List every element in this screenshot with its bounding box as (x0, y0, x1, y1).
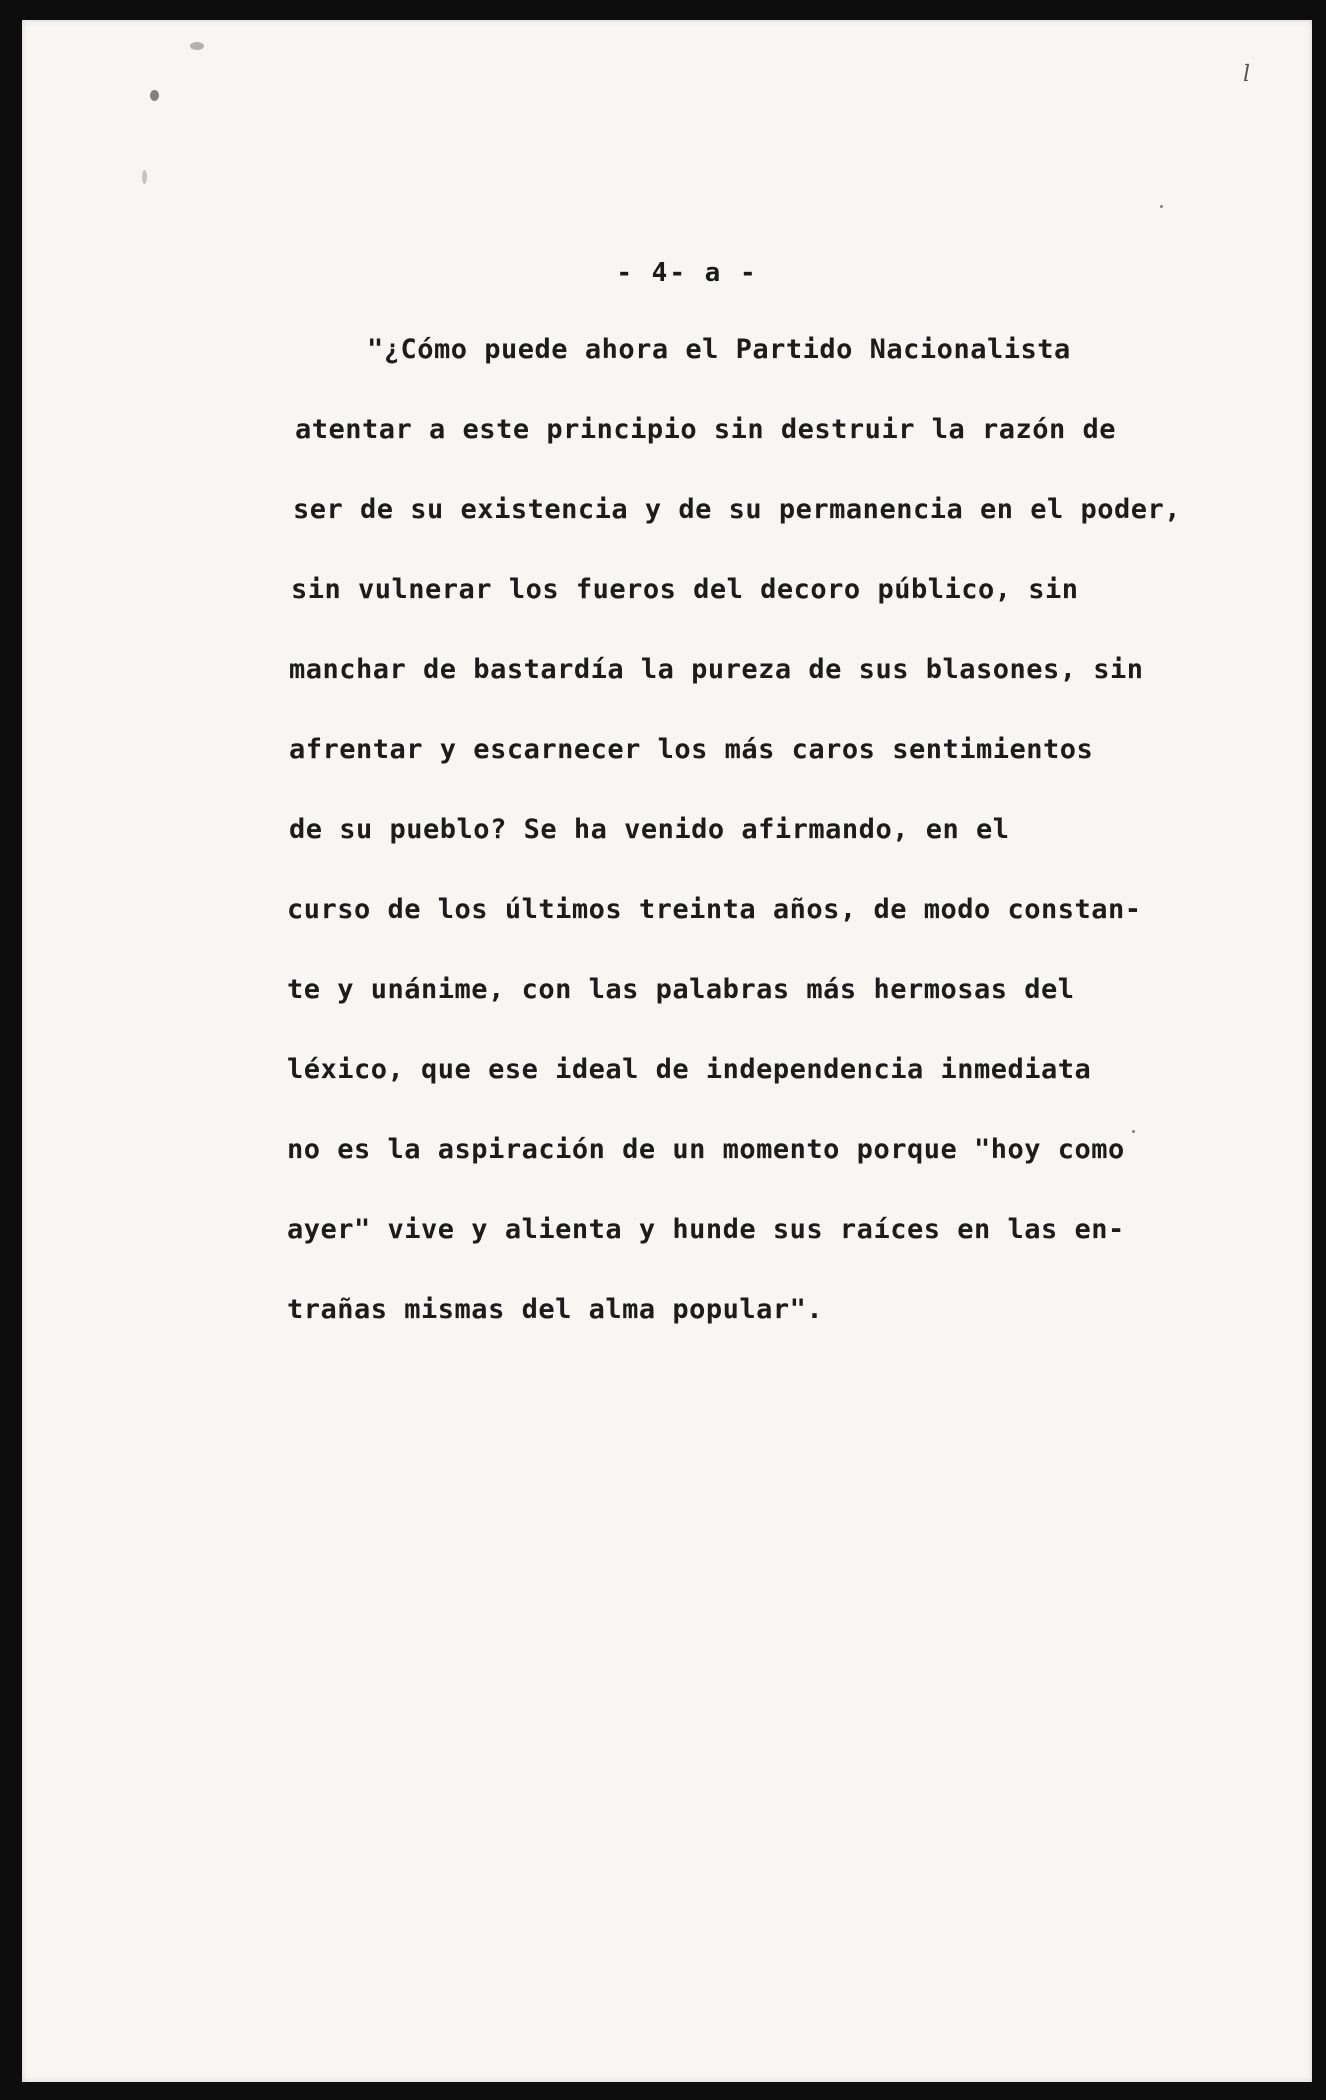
text-line: sin vulnerar los fueros del decoro público, sin (291, 574, 1079, 605)
ink-speck (190, 42, 204, 50)
text-line: manchar de bastardía la pureza de sus blasones, sin (289, 654, 1144, 685)
text-line: léxico, que ese ideal de independencia inmediata (287, 1054, 1092, 1085)
text-line: atentar a este principio sin destruir la razón de (295, 414, 1117, 445)
page-number: - 4- a - (616, 258, 758, 288)
text-line: curso de los últimos treinta años, de modo constan- (287, 894, 1142, 925)
text-line: trañas mismas del alma popular". (287, 1294, 824, 1325)
text-line: "¿Cómo puede ahora el Partido Nacionalista (367, 334, 1071, 365)
ink-speck (150, 90, 159, 101)
corner-mark: l (1242, 62, 1250, 87)
document-page (22, 20, 1312, 2082)
text-line: ser de su existencia y de su permanencia en el poder, (293, 494, 1182, 525)
typed-paragraph (287, 310, 1187, 1350)
text-line: afrentar y escarnecer los más caros sentimientos (289, 734, 1094, 765)
ink-speck (142, 170, 147, 184)
ink-speck (1160, 205, 1163, 208)
text-line: te y unánime, con las palabras más hermosas del (287, 974, 1075, 1005)
text-line: de su pueblo? Se ha venido afirmando, en el (289, 814, 1010, 845)
text-line: ayer" vive y alienta y hunde sus raíces en las en- (287, 1214, 1125, 1245)
text-line: no es la aspiración de un momento porque "hoy como (287, 1134, 1125, 1165)
